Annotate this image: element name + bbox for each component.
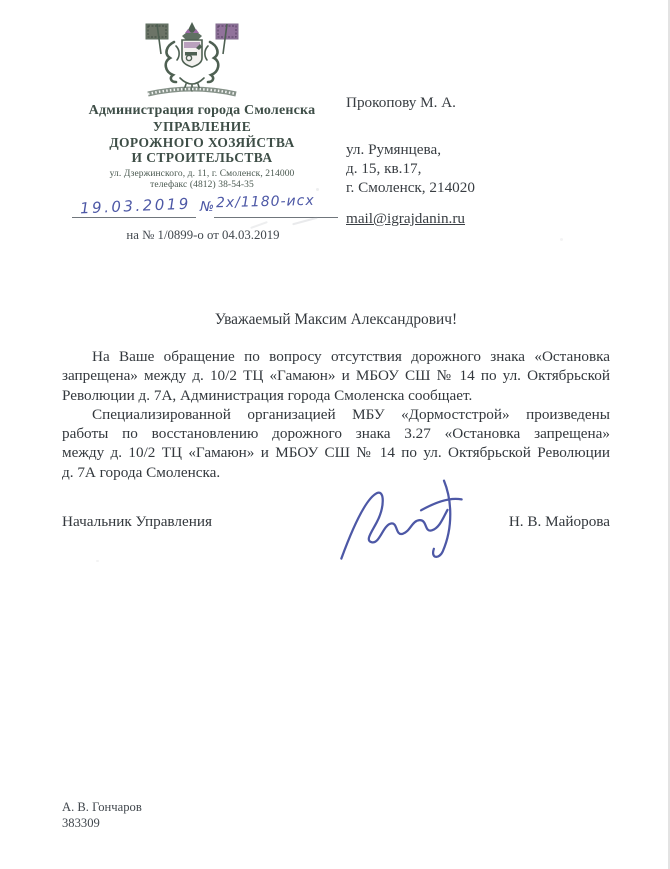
recipient-block	[346, 93, 475, 228]
recipient-email: mail@igrajdanin.ru	[346, 210, 466, 227]
paragraph2-line: Специализированной организацией МБУ «Дормостстрой» произведены	[92, 405, 610, 423]
letter-body	[62, 347, 610, 482]
paragraph1-line: На Ваше обращение по вопросу отсутствия дорожного знака «Остановка	[92, 348, 610, 365]
executor-block	[62, 800, 142, 831]
executor-phone: 383309	[62, 815, 100, 830]
scan-smudge	[96, 560, 99, 562]
scan-smudge	[316, 188, 319, 191]
signer-name: Н. В. Майорова	[508, 513, 610, 530]
paragraph2-line: между д. 10/2 ТЦ «Гамаюн» и МБОУ СШ № 14 по ул. Октябрьской Революции	[62, 444, 610, 462]
paragraph2-line: работы по восстановлению дорожного знака 3.27 «Остановка запрещена»	[62, 425, 610, 443]
recipient-address-line: д. 15, кв.17,	[346, 160, 422, 177]
signer-position: Начальник Управления	[62, 513, 212, 530]
salutation: Уважаемый Максим Александрович!	[214, 311, 458, 328]
org-parent-name: Администрация города Смоленска	[88, 103, 316, 118]
handwritten-outgoing-number: 2х/1180-исх	[215, 192, 315, 212]
org-name-line1: УПРАВЛЕНИЕ	[152, 119, 252, 134]
handwritten-date: 19.03.2019	[79, 194, 192, 218]
letterhead	[58, 103, 346, 191]
org-phone: телефакс (4812) 38-54-35	[150, 179, 254, 190]
executor-name: А. В. Гончаров	[62, 800, 142, 814]
org-name-line3: И СТРОИТЕЛЬСТВА	[131, 150, 273, 165]
handwritten-signature-icon	[326, 473, 482, 569]
smolensk-coat-of-arms-icon	[136, 20, 248, 104]
scan-smudge	[560, 238, 563, 241]
number-sign: №	[200, 199, 215, 215]
org-name-line2: ДОРОЖНОГО ХОЗЯЙСТВА	[109, 134, 295, 150]
org-address: ул. Дзержинского, д. 11, г. Смоленск, 214000	[109, 168, 295, 179]
recipient-address-line: г. Смоленск, 214020	[346, 179, 475, 196]
date-underline	[72, 217, 196, 218]
recipient-address-line: ул. Румянцева,	[346, 141, 442, 158]
paragraph2-line: д. 7А города Смоленска.	[62, 463, 221, 481]
in-reply-to-reference: на № 1/0899-о от 04.03.2019	[126, 228, 280, 242]
paragraph1-line: Революции д. 7А, Администрация города Смоленска сообщает.	[62, 386, 473, 404]
paragraph1-line: запрещена» между д. 10/2 ТЦ «Гамаюн» и МБОУ СШ № 14 по ул. Октябрьской	[62, 367, 610, 385]
number-underline	[214, 217, 338, 218]
recipient-name: Прокопову М. А.	[346, 94, 456, 111]
